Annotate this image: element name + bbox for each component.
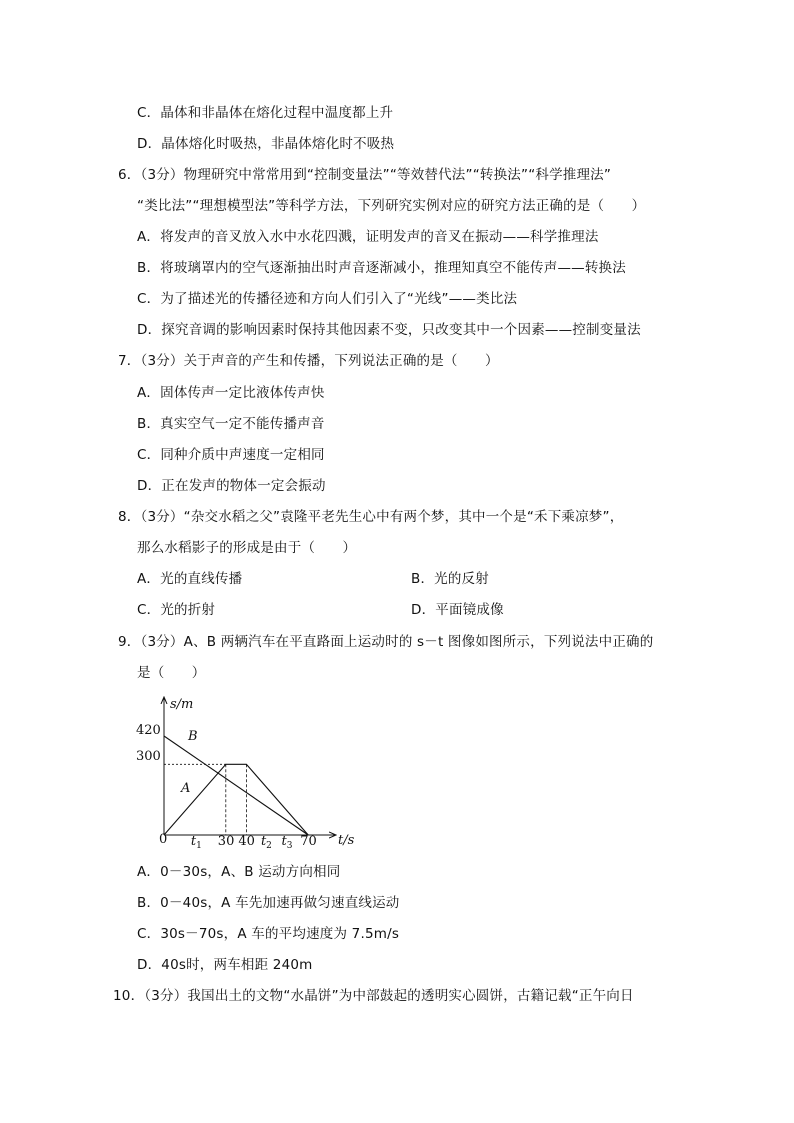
label-b: B — [188, 729, 198, 744]
origin-label: 0 — [159, 832, 168, 847]
q9-option-d: D．40s时，两车相距 240m — [137, 957, 313, 973]
q8-option-b: B．光的反射 — [411, 571, 489, 587]
q6-stem-line1: 6．（3分）物理研究中常常用到“控制变量法”“等效替代法”“转换法”“科学推理法” — [118, 167, 612, 183]
q7-option-c: C．同种介质中声速度一定相同 — [137, 447, 325, 463]
x-tick-70: 70 — [300, 834, 317, 849]
y-axis-label: s/m — [170, 697, 194, 712]
q9-stem-line1: 9．（3分）A、B 两辆汽车在平直路面上运动时的 s－t 图像如图所示，下列说法中正确的 — [118, 634, 654, 650]
x-axis-label: t/s — [338, 833, 355, 848]
q7-option-a: A．固体传声一定比液体传声快 — [137, 385, 325, 401]
q7-stem: 7．（3分）关于声音的产生和传播，下列说法正确的是（ ） — [118, 353, 499, 369]
q6-option-b: B．将玻璃罩内的空气逐渐抽出时声音逐渐减小，推理知真空不能传声——转换法 — [137, 260, 626, 276]
q7-option-b: B．真实空气一定不能传播声音 — [137, 416, 325, 432]
q5-option-d: D．晶体熔化时吸热，非晶体熔化时不吸热 — [137, 136, 395, 152]
q9-option-c: C．30s－70s，A 车的平均速度为 7.5m/s — [137, 926, 400, 942]
q6-option-c: C．为了描述光的传播径迹和方向人们引入了“光线”——类比法 — [137, 291, 518, 307]
q8-stem-line2: 那么水稻影子的形成是由于（ ） — [137, 540, 357, 556]
q9-st-graph — [130, 690, 370, 860]
q9-option-b: B．0－40s，A 车先加速再做匀速直线运动 — [137, 895, 400, 911]
x-tick-t2: $t_2$ — [260, 834, 272, 851]
q6-stem-line2: “类比法”“理想模型法”等科学方法，下列研究实例对应的研究方法正确的是（ ） — [137, 198, 646, 214]
x-tick-40: 40 — [238, 834, 255, 849]
label-a: A — [181, 781, 191, 796]
x-tick-t1: $t_1$ — [190, 834, 202, 851]
q7-option-d: D．正在发声的物体一定会振动 — [137, 478, 326, 494]
y-tick-300: 300 — [136, 749, 161, 764]
y-tick-420: 420 — [136, 723, 161, 738]
q9-option-a: A．0－30s，A、B 运动方向相同 — [137, 864, 341, 880]
q8-option-c: C．光的折射 — [137, 602, 216, 618]
series-a-line — [164, 764, 308, 835]
x-tick-t3: $t_3$ — [281, 834, 293, 851]
q9-stem-line2: 是（ ） — [137, 665, 206, 681]
q8-option-a: A．光的直线传播 — [137, 571, 243, 587]
x-tick-30: 30 — [217, 834, 235, 849]
q6-option-d: D．探究音调的影响因素时保持其他因素不变，只改变其中一个因素——控制变量法 — [137, 322, 641, 338]
q8-stem-line1: 8．（3分）“杂交水稻之父”袁隆平老先生心中有两个梦，其中一个是“禾下乘凉梦”， — [118, 509, 624, 525]
q10-stem: 10．（3分）我国出土的文物“水晶饼”为中部鼓起的透明实心圆饼，古籍记载“正午向日 — [113, 988, 634, 1004]
q5-option-c: C．晶体和非晶体在熔化过程中温度都上升 — [137, 105, 394, 121]
q6-option-a: A．将发声的音叉放入水中水花四溅，证明发声的音叉在振动——科学推理法 — [137, 229, 599, 245]
q8-option-d: D．平面镜成像 — [411, 602, 504, 618]
